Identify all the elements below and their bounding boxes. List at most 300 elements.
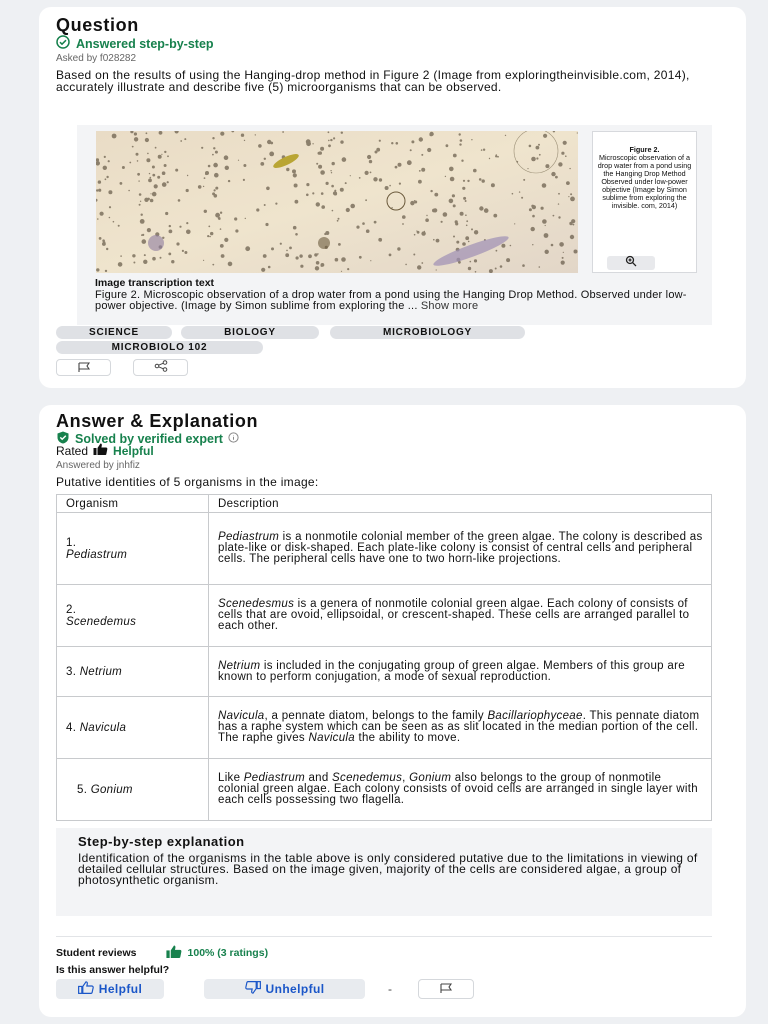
specimen-speck: [341, 257, 346, 262]
specimen-speck: [471, 139, 472, 140]
description-emphasis: Netrium: [218, 659, 261, 672]
specimen-speck: [370, 172, 372, 174]
specimen-speck: [136, 153, 139, 156]
specimen-speck: [314, 253, 317, 256]
check-circle-icon: [56, 35, 70, 52]
reviews-label: Student reviews: [56, 947, 137, 959]
specimen-speck: [106, 176, 108, 178]
specimen-speck: [113, 221, 115, 223]
specimen-speck: [398, 163, 402, 167]
specimen-speck: [482, 179, 485, 182]
specimen-speck: [395, 166, 398, 169]
specimen-speck: [98, 180, 101, 183]
specimen-speck: [365, 199, 367, 201]
specimen-speck: [495, 268, 497, 270]
specimen-speck: [484, 208, 489, 213]
specimen-speck: [375, 151, 378, 154]
specimen-speck: [577, 132, 578, 133]
specimen-speck: [184, 138, 186, 140]
specimen-speck: [98, 189, 101, 192]
specimen-speck: [434, 193, 438, 197]
thumbs-up-outline-icon: [78, 981, 94, 997]
specimen-speck: [489, 158, 490, 159]
specimen-speck: [201, 147, 203, 149]
specimen-speck: [118, 262, 123, 267]
specimen-speck: [138, 180, 139, 181]
specimen-speck: [103, 166, 107, 170]
description-cell: [209, 759, 712, 821]
description-text: is a nonmotile colonial member of the green algae. The colony is described as plate-like or disk-shaped. Each plate-like colony is consist of central cells and peripheral cells. The peripheral cells have one to two horn-like projections.: [218, 531, 703, 565]
report-answer-button[interactable]: [418, 979, 474, 999]
specimen-speck: [418, 180, 422, 184]
specimen-speck: [213, 147, 215, 149]
answered-by: Answered by jnhfiz: [56, 460, 140, 471]
description-cell: [209, 647, 712, 697]
specimen-speck: [505, 135, 506, 136]
specimen-speck: [140, 201, 141, 202]
specimen-speck: [137, 160, 139, 162]
specimen-speck: [496, 250, 498, 252]
specimen-speck: [565, 155, 567, 157]
specimen-speck: [145, 138, 149, 142]
answered-status-label: Answered step-by-step: [76, 36, 214, 51]
specimen-speck: [461, 160, 463, 162]
specimen-speck: [340, 140, 343, 143]
specimen-speck: [350, 204, 355, 209]
description-text: the ability to move.: [354, 732, 461, 744]
specimen-speck: [356, 226, 359, 229]
specimen-speck: [333, 137, 335, 139]
specimen-speck: [244, 140, 245, 141]
specimen-speck: [296, 256, 299, 259]
table-header-row: [57, 495, 712, 513]
specimen-speck: [312, 143, 313, 144]
specimen-speck: [212, 154, 214, 156]
specimen-speck: [282, 131, 284, 133]
specimen-speck: [316, 163, 318, 165]
description-text: and: [304, 772, 333, 784]
thumbs-up-icon: [165, 945, 183, 961]
specimen-speck: [538, 144, 540, 146]
specimen-speck: [536, 157, 538, 159]
specimen-speck: [157, 176, 160, 179]
table-row: [57, 759, 712, 821]
info-icon[interactable]: [228, 432, 239, 446]
specimen-speck: [345, 182, 347, 184]
specimen-speck: [224, 238, 228, 242]
specimen-speck: [433, 239, 435, 241]
specimen-speck: [285, 253, 289, 257]
reviews-value: 100% (3 ratings): [187, 947, 269, 959]
specimen-speck: [99, 237, 102, 240]
specimen-speck: [243, 179, 245, 181]
specimen-speck: [389, 254, 392, 257]
answer-intro: Putative identities of 5 organisms in the image:: [56, 475, 319, 489]
specimen-speck: [261, 268, 265, 272]
specimen-speck: [187, 175, 188, 176]
specimen-speck: [294, 184, 298, 188]
specimen-speck: [414, 234, 416, 236]
specimen-speck: [436, 239, 440, 243]
specimen-speck: [475, 271, 477, 273]
specimen-speck: [385, 186, 389, 190]
specimen-speck: [545, 225, 546, 226]
specimen-speck: [563, 252, 564, 253]
specimen-speck: [491, 183, 495, 187]
description-cell: [209, 585, 712, 647]
description-text: Like: [218, 772, 244, 784]
share-button[interactable]: [133, 359, 188, 376]
figure-caption-title: Figure 2.: [629, 145, 660, 154]
specimen-speck: [105, 178, 107, 180]
specimen-speck: [410, 201, 414, 205]
specimen-speck: [264, 158, 266, 160]
specimen-speck: [369, 160, 372, 163]
figure-container: [77, 125, 712, 325]
organism-cell: [57, 647, 209, 697]
specimen-speck: [527, 168, 528, 169]
specimen-speck: [133, 262, 135, 264]
specimen-speck: [338, 218, 340, 220]
specimen-speck: [96, 189, 98, 191]
specimen-speck: [421, 231, 425, 235]
specimen-speck: [112, 134, 117, 139]
specimen-speck: [321, 192, 324, 195]
specimen-speck: [340, 188, 344, 192]
specimen-speck: [152, 192, 157, 197]
specimen-speck: [184, 251, 187, 254]
specimen-speck: [128, 190, 130, 192]
specimen-speck: [186, 222, 188, 224]
specimen-speck: [570, 193, 572, 195]
specimen-speck: [465, 236, 469, 240]
specimen-speck: [417, 231, 420, 234]
specimen-speck: [140, 219, 145, 224]
description-text: ,: [402, 772, 410, 784]
specimen-speck: [563, 141, 567, 145]
specimen-speck: [474, 230, 478, 234]
report-button[interactable]: [56, 359, 111, 376]
specimen-speck: [558, 193, 560, 195]
specimen-speck: [417, 265, 421, 269]
description-cell: [209, 513, 712, 585]
specimen-speck: [379, 140, 381, 142]
specimen-speck: [532, 244, 533, 245]
specimen-speck: [341, 271, 342, 272]
specimen-speck: [558, 216, 560, 218]
specimen-speck: [315, 266, 319, 270]
specimen-speck: [268, 266, 271, 269]
specimen-speck: [452, 194, 455, 197]
specimen-speck: [555, 176, 558, 179]
specimen-speck: [120, 255, 122, 257]
tag-biology[interactable]: BIOLOGY: [181, 326, 319, 339]
specimen-speck: [308, 254, 312, 258]
specimen-speck: [325, 231, 329, 235]
specimen-speck: [402, 215, 406, 219]
organism-name: Pediastrum: [66, 548, 128, 561]
description-emphasis: Pediastrum: [218, 531, 280, 543]
organism-cell: [57, 697, 209, 759]
organism-name: Scenedemus: [66, 615, 137, 628]
specimen-speck: [566, 181, 570, 185]
description-emphasis: Scenedesmus: [218, 598, 295, 610]
specimen-speck: [462, 242, 466, 246]
specimen-speck: [319, 151, 322, 154]
specimen-speck: [366, 229, 370, 233]
specimen-speck: [293, 173, 297, 177]
specimen-speck: [295, 233, 298, 236]
specimen-speck: [320, 147, 324, 151]
specimen-speck: [312, 192, 314, 194]
specimen-speck: [522, 264, 525, 267]
specimen-speck: [209, 236, 211, 238]
specimen-speck: [178, 199, 181, 202]
specimen-speck: [367, 155, 371, 159]
specimen-speck: [214, 189, 216, 191]
specimen-speck: [545, 250, 549, 254]
specimen-speck: [210, 232, 213, 235]
specimen-speck: [220, 212, 222, 214]
specimen-speck: [407, 160, 412, 165]
specimen-speck: [147, 153, 149, 155]
specimen-speck: [456, 241, 459, 244]
specimen-speck: [300, 265, 303, 268]
specimen-speck: [198, 185, 202, 189]
specimen-speck: [506, 258, 510, 262]
specimen-speck: [331, 172, 332, 173]
specimen-speck: [568, 196, 569, 197]
specimen-speck: [139, 204, 141, 206]
specimen-speck: [539, 154, 541, 156]
specimen-speck: [399, 183, 401, 185]
specimen-speck: [152, 174, 155, 177]
specimen-speck: [238, 160, 239, 161]
specimen-speck: [429, 133, 432, 136]
specimen-speck: [370, 260, 371, 261]
specimen-speck: [425, 218, 429, 222]
helpful-question: Is this answer helpful?: [56, 964, 170, 976]
specimen-speck: [570, 197, 575, 202]
specimen-speck: [269, 152, 274, 157]
specimen-speck: [531, 227, 535, 231]
specimen-speck: [427, 148, 431, 152]
description-emphasis: Navicula: [308, 732, 355, 744]
specimen-speck: [479, 178, 482, 181]
rated-value: Helpful: [113, 443, 154, 458]
specimen-speck: [391, 207, 392, 208]
specimen-speck: [182, 250, 184, 252]
specimen-speck: [129, 162, 131, 164]
specimen-speck: [220, 244, 224, 248]
specimen-speck: [266, 187, 270, 191]
organism-name: Navicula: [79, 721, 127, 734]
specimen-speck: [330, 170, 331, 171]
specimen-speck: [328, 144, 331, 147]
specimen-speck: [235, 229, 238, 232]
specimen-speck: [146, 132, 148, 134]
flag-icon: [77, 359, 91, 377]
specimen-speck: [521, 197, 523, 199]
specimen-speck: [215, 213, 220, 218]
specimen-speck: [543, 134, 547, 138]
helpful-button[interactable]: [56, 979, 164, 999]
specimen-speck: [419, 137, 423, 141]
specimen-speck: [341, 132, 343, 134]
specimen-speck: [165, 212, 168, 215]
specimen-speck: [186, 189, 189, 192]
specimen-speck: [214, 194, 218, 198]
specimen-speck: [446, 144, 449, 147]
specimen-speck: [542, 183, 547, 188]
specimen-speck: [510, 245, 512, 247]
specimen-speck: [493, 214, 497, 218]
specimen-speck: [306, 139, 311, 144]
specimen-speck: [430, 190, 432, 192]
specimen-speck: [558, 162, 562, 166]
transcription-title: Image transcription text: [95, 277, 215, 289]
specimen-speck: [453, 154, 457, 158]
tag-microbiology[interactable]: MICROBIOLOGY: [330, 326, 525, 339]
specimen-speck: [459, 143, 461, 145]
specimen-speck: [160, 257, 162, 259]
specimen-speck: [207, 235, 209, 237]
specimen-speck: [143, 260, 147, 264]
specimen-speck: [453, 204, 456, 207]
question-card: [39, 7, 746, 388]
specimen-speck: [449, 199, 454, 204]
specimen-speck: [256, 208, 259, 211]
figure-caption: [592, 131, 697, 273]
specimen-speck: [100, 212, 104, 216]
specimen-speck: [122, 166, 125, 169]
specimen-speck: [204, 210, 207, 213]
show-more-link[interactable]: Show more: [420, 300, 479, 312]
specimen-speck: [441, 221, 443, 223]
specimen-speck: [379, 178, 382, 181]
specimen-speck: [144, 198, 148, 202]
specimen-speck: [347, 268, 349, 270]
unhelpful-label: Unhelpful: [265, 982, 325, 996]
specimen-speck: [208, 226, 210, 228]
specimen-speck: [293, 226, 297, 230]
specimen-speck: [212, 137, 214, 139]
specimen-speck: [204, 177, 206, 179]
specimen-speck: [342, 157, 347, 162]
description-emphasis: Bacillariophyceae: [487, 710, 583, 722]
specimen-speck: [167, 155, 169, 157]
tag-microbiolo-102[interactable]: MICROBIOLO 102: [56, 341, 263, 354]
divider: [56, 936, 712, 937]
specimen-speck: [245, 246, 250, 251]
specimen-speck: [501, 244, 505, 248]
specimen-speck: [220, 228, 222, 230]
specimen-speck: [318, 165, 322, 169]
description-cell: [209, 697, 712, 759]
specimen-speck: [176, 242, 179, 245]
specimen-speck: [241, 134, 244, 137]
specimen-speck: [104, 156, 106, 158]
specimen-speck: [164, 151, 166, 153]
specimen-speck: [212, 264, 214, 266]
table-row: [57, 513, 712, 585]
specimen-speck: [495, 155, 497, 157]
unhelpful-button[interactable]: [204, 979, 365, 999]
specimen-speck: [539, 266, 541, 268]
specimen-speck: [316, 202, 320, 206]
share-icon: [154, 359, 168, 377]
specimen-speck: [470, 261, 472, 263]
description-text: . This pennate diatom has a raphe system which can be seen as as slit located in the median portion of the cell. The raphe gives: [218, 710, 700, 744]
specimen-speck: [225, 166, 229, 170]
specimen-speck: [466, 220, 468, 222]
specimen-speck: [373, 177, 377, 181]
specimen-speck: [271, 247, 274, 250]
specimen-speck: [321, 265, 323, 267]
specimen-speck: [220, 132, 224, 136]
tag-science[interactable]: SCIENCE: [56, 326, 172, 339]
specimen-speck: [421, 262, 423, 264]
specimen-speck: [359, 256, 362, 259]
specimen-speck: [471, 228, 473, 230]
specimen-speck: [102, 242, 106, 246]
row-number: 4.: [66, 721, 77, 734]
specimen-speck: [328, 140, 330, 142]
specimen-speck: [338, 243, 341, 246]
specimen-speck: [169, 230, 173, 234]
specimen-speck: [569, 168, 570, 169]
specimen-speck: [316, 261, 320, 265]
specimen-speck: [102, 239, 105, 242]
specimen-speck: [179, 226, 181, 228]
specimen-speck: [306, 183, 309, 186]
specimen-speck: [463, 180, 465, 182]
rating-row: [56, 443, 154, 458]
specimen-speck: [141, 214, 143, 216]
specimen-speck: [150, 177, 152, 179]
helpful-label: Helpful: [98, 982, 143, 996]
specimen-speck: [465, 214, 467, 216]
step-by-step-box: [56, 828, 712, 916]
specimen-speck: [553, 215, 555, 217]
question-text: Based on the results of using the Hanging-drop method in Figure 2 (Image from exploringtheinvisible.com, 2014), accurately illustrate and describe five (5) microorganisms that can be observed.: [56, 68, 690, 94]
microscope-image[interactable]: [96, 131, 578, 273]
zoom-button[interactable]: [607, 256, 655, 270]
specimen-speck: [263, 254, 267, 258]
specimen-speck: [132, 254, 135, 257]
specimen-speck: [106, 248, 108, 250]
specimen-speck: [421, 154, 423, 156]
specimen-speck: [468, 267, 471, 270]
specimen-speck: [570, 235, 574, 239]
answered-status: [56, 35, 214, 52]
specimen-speck: [374, 221, 377, 224]
specimen-speck: [306, 194, 309, 197]
specimen-speck: [321, 205, 325, 209]
specimen-speck: [574, 250, 578, 254]
specimen-speck: [150, 199, 154, 203]
specimen-speck: [255, 134, 256, 135]
specimen-speck: [481, 149, 483, 151]
asked-by: Asked by f028282: [56, 53, 137, 64]
specimen-speck: [286, 168, 289, 171]
column-header-description: Description: [209, 495, 712, 513]
table-row: [57, 697, 712, 759]
verified-status-label: Solved by verified expert: [75, 432, 223, 446]
specimen-speck: [466, 225, 468, 227]
student-reviews: [56, 945, 268, 961]
specimen-speck: [337, 220, 339, 222]
